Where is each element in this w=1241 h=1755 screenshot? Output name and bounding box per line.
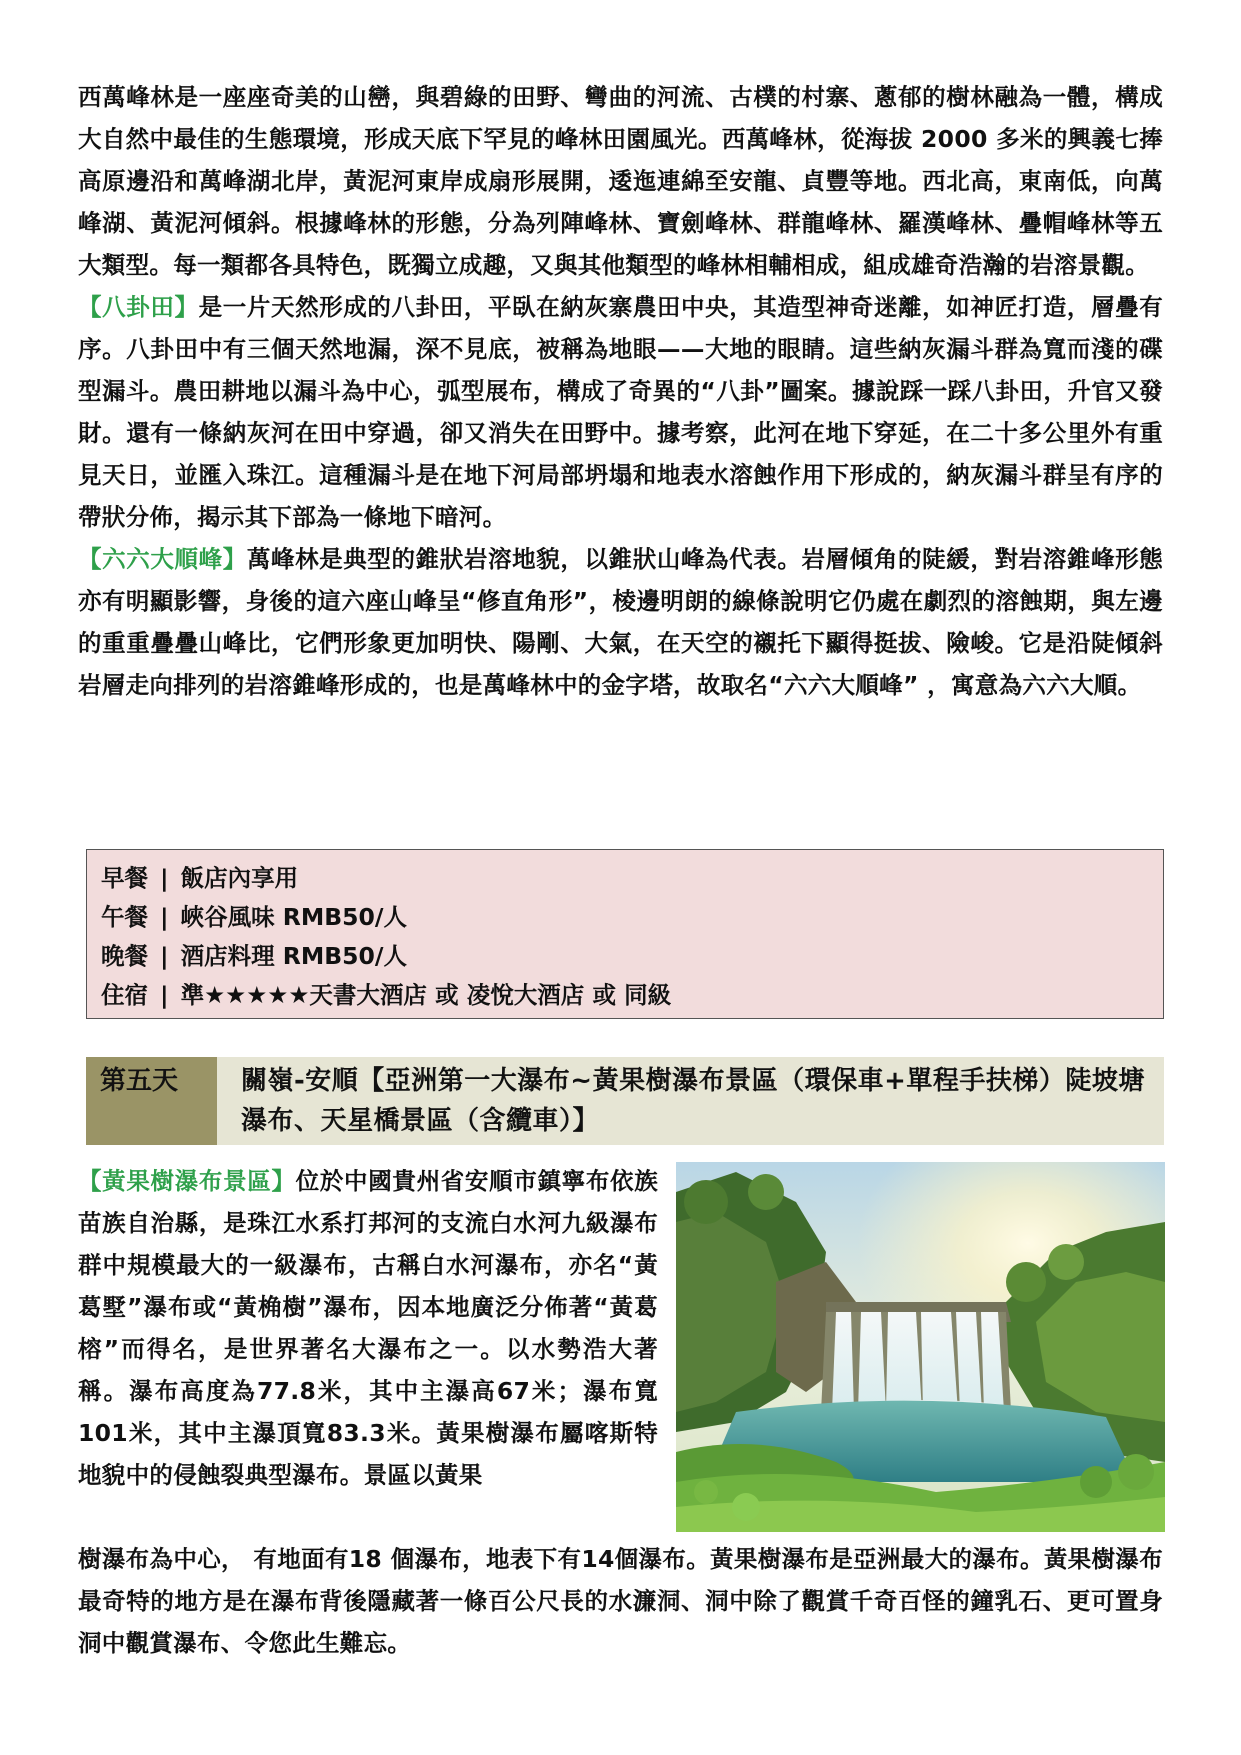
waterfall-text-full: 樹瀑布為中心， 有地面有18 個瀑布，地表下有14個瀑布。黃果樹瀑布是亞洲最大的瀑布。黃果樹瀑布最奇特的地方是在瀑布背後隱藏著一條百公尺長的水濂洞、洞中除了觀賞千奇百怪的鐘乳石、更可置身洞中觀賞瀑布、令您此生難忘。: [78, 1545, 1163, 1657]
meal-row-lodging: [101, 976, 1149, 1015]
meal-label: 住宿: [101, 981, 148, 1009]
day-label: 第五天: [86, 1057, 217, 1145]
waterfall-text-side: 位於中國貴州省安順市鎮寧布依族苗族自治縣，是珠江水系打邦河的支流白水河九級瀑布群中規模最大的一級瀑布，古稱白水河瀑布，亦名“黃葛墅”瀑布或“黃桷樹”瀑布，因本地廣泛分佈著“黃葛榕”而得名，是世界著名大瀑布之一。以水勢浩大著稱。瀑布高度為77.8米，其中主瀑高67米；瀑布寬101米，其中主瀑頂寬83.3米。黃果樹瀑布屬喀斯特地貌中的侵蝕裂典型瀑布。景區以黃果: [78, 1167, 659, 1489]
meal-row-lunch: [101, 898, 1149, 937]
meal-separator: |: [160, 981, 169, 1009]
meal-label: 晚餐: [101, 942, 148, 970]
meal-label: 早餐: [101, 864, 148, 892]
waterfall-paragraph-continued: [78, 1538, 1163, 1664]
meal-separator: |: [160, 903, 169, 931]
meal-separator: |: [160, 942, 169, 970]
liuliu-tag: 【六六大順峰】: [78, 545, 247, 573]
liuliu-paragraph: [78, 538, 1163, 706]
bagua-tag: 【八卦田】: [78, 293, 199, 321]
meal-row-breakfast: [101, 859, 1149, 898]
day-header: [86, 1057, 1164, 1145]
meal-label: 午餐: [101, 903, 148, 931]
meal-value: 酒店料理 RMB50/人: [180, 942, 407, 970]
bagua-text: 是一片天然形成的八卦田，平臥在納灰寨農田中央，其造型神奇迷離，如神匠打造，層疊有序。八卦田中有三個天然地漏，深不見底，被稱為地眼——大地的眼睛。這些納灰漏斗群為寬而淺的碟型漏斗。農田耕地以漏斗為中心，弧型展布，構成了奇異的“八卦”圖案。據說踩一踩八卦田，升官又發財。還有一條納灰河在田中穿過，卻又消失在田野中。據考察，此河在地下穿延，在二十多公里外有重見天日，並匯入珠江。這種漏斗是在地下河局部坍塌和地表水溶蝕作用下形成的，納灰漏斗群呈有序的帶狀分佈，揭示其下部為一條地下暗河。: [78, 293, 1164, 531]
waterfall-full-text: [78, 1538, 1163, 1664]
intro-text: 西萬峰林是一座座奇美的山巒，與碧綠的田野、彎曲的河流、古樸的村寨、蔥郁的樹林融為一體，構成大自然中最佳的生態環境，形成天底下罕見的峰林田園風光。西萬峰林，從海拔 2000 多米的興義七捧高原邊沿和萬峰湖北岸，黃泥河東岸成扇形展開，逶迤連綿至安龍、貞豐等地。西北高，東南低，向萬峰湖、黃泥河傾斜。根據峰林的形態，分為列陣峰林、寶劍峰林、群龍峰林、羅漢峰林、疊帽峰林等五大類型。每一類都各具特色，既獨立成趣，又與其他類型的峰林相輔相成，組成雄奇浩瀚的岩溶景觀。: [78, 83, 1163, 279]
intro-section: [78, 76, 1163, 706]
waterfall-side-text: [78, 1160, 658, 1496]
meal-box: [86, 849, 1164, 1019]
intro-paragraph: [78, 76, 1163, 286]
waterfall-photo: [676, 1162, 1165, 1532]
meal-value: 飯店內享用: [180, 864, 299, 892]
meal-separator: |: [160, 864, 169, 892]
day-title: 關嶺-安順【亞洲第一大瀑布~黃果樹瀑布景區（環保車+單程手扶梯）陡坡塘瀑布、天星橋景區（含纜車）】: [241, 1066, 1145, 1136]
waterfall-image: [676, 1162, 1165, 1532]
bagua-paragraph: [78, 286, 1163, 538]
meal-row-dinner: [101, 937, 1149, 976]
waterfall-paragraph: [78, 1160, 658, 1496]
waterfall-tag: 【黃果樹瀑布景區】: [78, 1167, 296, 1195]
liuliu-text: 萬峰林是典型的錐狀岩溶地貌，以錐狀山峰為代表。岩層傾角的陡緩，對岩溶錐峰形態亦有明顯影響，身後的這六座山峰呈“修直角形”，棱邊明朗的線條說明它仍處在劇烈的溶蝕期，與左邊的重重疊疊山峰比，它們形象更加明快、陽剛、大氣，在天空的襯托下顯得挺拔、險峻。它是沿陡傾斜岩層走向排列的岩溶錐峰形成的，也是萬峰林中的金字塔，故取名“六六大順峰” ，寓意為六六大順。: [78, 545, 1163, 699]
meal-value: 峽谷風味 RMB50/人: [180, 903, 407, 931]
meal-value: 準★★★★★天書大酒店 或 凌悅大酒店 或 同級: [180, 981, 672, 1009]
